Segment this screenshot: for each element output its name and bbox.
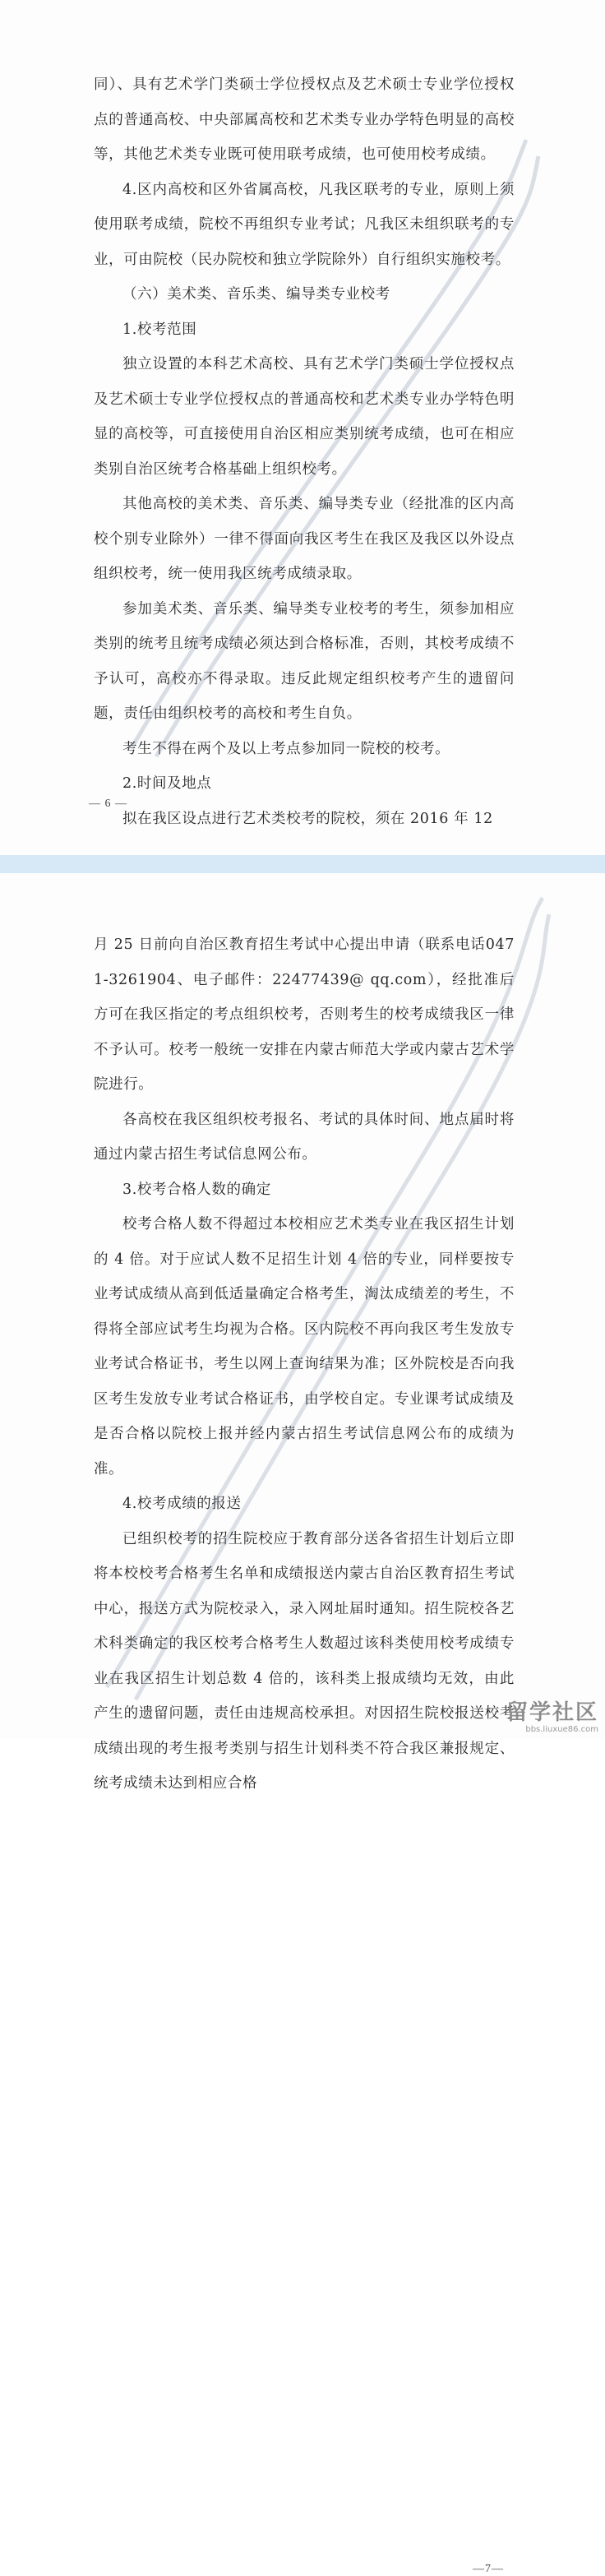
page-6-body — [94, 67, 515, 836]
site-watermark-logo — [506, 1700, 598, 1734]
paragraph-continued: 同）、具有艺术学门类硕士学位授权点及艺术硕士专业学位授权点的普通高校、中央部属高校和艺术类专业办学特色明显的高校等，其他艺术类专业既可使用联考成绩，也可使用校考成绩。 — [94, 76, 515, 163]
paragraph-time-place: 拟在我区设点进行艺术类校考的院校，须在 2016 年 12 — [122, 810, 493, 827]
page-separator — [0, 855, 605, 873]
paragraph-scope-1: 独立设置的本科艺术高校、具有艺术学门类硕士学位授权点及艺术硕士专业学位授权点的普通高校和艺术类专业办学特色明显的高校等，可直接使用自治区相应类别统考成绩，也可在相应类别自治区统考合格基础上组织校考。 — [94, 356, 515, 478]
paragraph-item-4: 4.区内高校和区外省属高校，凡我区联考的专业，原则上须使用联考成绩，院校不再组织专业考试；凡我区未组织联考的专业，可由院校（民办院校和独立学院除外）自行组织实施校考。 — [94, 181, 515, 268]
page-number: —7— — [473, 2563, 504, 2575]
page-7-body — [94, 927, 515, 1801]
document-page-6 — [0, 0, 605, 855]
paragraph-scope-3: 参加美术类、音乐类、编导类专业校考的考生，须参加相应类别的统考且统考成绩必须达到合格标准，否则，其校考成绩不予认可，高校亦不得录取。违反此规定组织校考产生的遗留问题，责任由组织校考的高校和考生自负。 — [94, 600, 515, 722]
subheading-score-submission: 4.校考成绩的报送 — [122, 1496, 242, 1512]
paragraph-continued: 月 25 日前向自治区教育招生考试中心提出申请（联系电话0471-3261904、电子邮件：22477439@ qq.com），经批准后方可在我区指定的考点组织校考，否则考生的校考成绩我区一律不予认可。校考一般统一安排在内蒙古师范大学或内蒙古艺术学院进行。 — [94, 937, 515, 1093]
subheading-qualified-count: 3.校考合格人数的确定 — [122, 1181, 271, 1198]
paragraph-scope-2: 其他高校的美术类、音乐类、编导类专业（经批准的区内高校个别专业除外）一律不得面向我区考生在我区及我区以外设点组织校考，统一使用我区统考成绩录取。 — [94, 496, 515, 582]
paragraph-schedule: 各高校在我区组织校考报名、考试的具体时间、地点届时将通过内蒙古招生考试信息网公布。 — [94, 1111, 515, 1163]
page-number: — 6 — — [89, 798, 127, 810]
paragraph-scope-4: 考生不得在两个及以上考点参加同一院校的校考。 — [122, 740, 450, 757]
site-logo-text: 留学社区 — [506, 1700, 598, 1725]
subheading-scope: 1.校考范围 — [122, 321, 197, 338]
paragraph-qualified-count: 校考合格人数不得超过本校相应艺术类专业在我区招生计划的 4 倍。对于应试人数不足招生计划 4 倍的专业，同样要按专业考试成绩从高到低适量确定合格考生，淘汰成绩差的考生，不得将全部应试考生均视为合格。区内院校不再向我区考生发放专业考试合格证书，考生以网上查询结果为准；区外院校是否向我区考生发放专业考试合格证书，由学校自定。专业课考试成绩及是否合格以院校上报并经内蒙古招生考试信息网公布的成绩为准。 — [94, 1216, 515, 1478]
section-heading: （六）美术类、音乐类、编导类专业校考 — [122, 286, 390, 303]
subheading-time-place: 2.时间及地点 — [122, 775, 212, 792]
paragraph-score-submission: 已组织校考的招生院校应于教育部分送各省招生计划后立即将本校校考合格考生名单和成绩报送内蒙古自治区教育招生考试中心，报送方式为院校录入，录入网址届时通知。招生院校各艺术科类确定的我区校考合格考生人数超过该科类使用校考成绩专业在我区招生计划总数 4 倍的，该科类上报成绩均无效，由此产生的遗留问题，责任由违规高校承担。对因招生院校报送校考成绩出现的考生报考类别与招生计划科类不符合我区兼报规定、统考成绩未达到相应合格 — [94, 1530, 515, 1792]
site-url-text: bbs.liuxue86.com — [525, 1725, 598, 1734]
document-page-7 — [0, 873, 605, 2575]
